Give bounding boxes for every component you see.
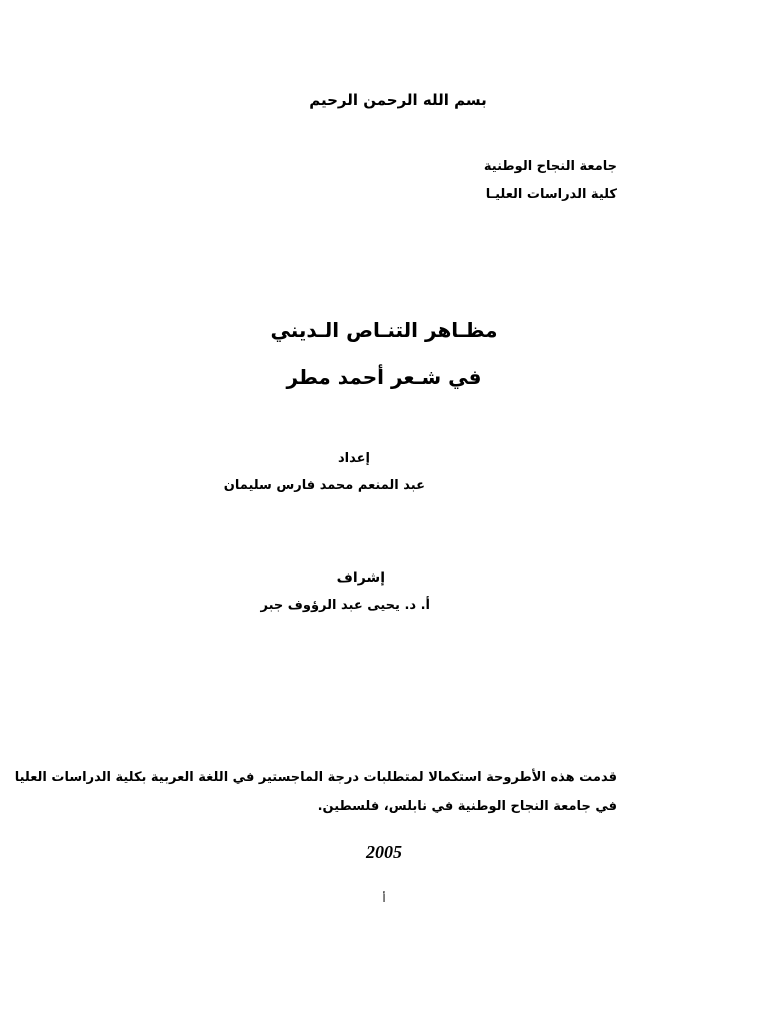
basmala: بسم الله الرحمن الرحيم <box>309 91 487 109</box>
page-number: أ <box>382 892 386 905</box>
supervision-label: إشراف <box>336 570 385 586</box>
preparation-label: إعداد <box>338 451 370 466</box>
submission-statement-line1: قدمت هذه الأطروحة استكمالا لمتطلبات درجة الماجستير في اللغة العربية بكلية الدراسات العليا <box>14 770 617 785</box>
author-name: عبد المنعم محمد فارس سليمان <box>223 478 425 493</box>
supervisor-name: أ. د. يحيى عبد الرؤوف جبر <box>260 598 430 613</box>
university-name: جامعة النجاح الوطنية <box>483 159 617 174</box>
year: 2005 <box>366 842 402 862</box>
thesis-title-line1: مظـاهر التنـاص الـديني <box>270 318 498 342</box>
thesis-title-line2: في شـعر أحمد مطر <box>286 365 482 389</box>
faculty-name: كلية الدراسات العليـا <box>485 187 617 202</box>
submission-statement-line2: في جامعة النجاح الوطنية في نابلس، فلسطين. <box>317 799 617 814</box>
